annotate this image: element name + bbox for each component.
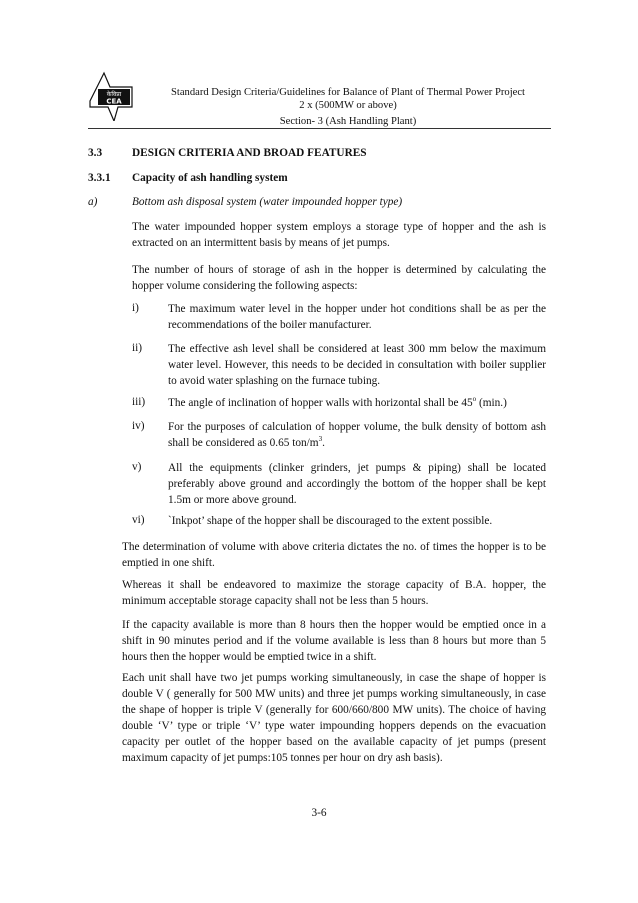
header-rule	[88, 128, 551, 129]
list-number: i)	[132, 302, 139, 314]
list-item: The angle of inclination of hopper walls with horizontal shall be 45$^o$ (min.)	[168, 395, 507, 409]
paragraph-6: Each unit shall have two jet pumps working simultaneously, in case the shape of hopper is double V ( generally for 500 MW units) and three jet pumps working simultaneously, in case the shape of hopper is triple V (generally for 600/660/800 MW units). The choice of having double ‘V’ type or triple ‘V’ type water impounding hoppers depends on the evacuation capacity per outlet of the hopper based on the available capacity of jet pumps (present maximum capacity of jet pumps:105 tonnes per hour on dry ash basis).	[122, 672, 546, 764]
section-title: DESIGN CRITERIA AND BROAD FEATURES	[132, 147, 367, 159]
paragraph-1: The water impounded hopper system employs a storage type of hopper and the ash is extracted on an intermittent basis by means of jet pumps.	[132, 221, 546, 249]
list-item: For the purposes of calculation of hopper volume, the bulk density of bottom ash shall be considered as 0.65 ton/$m^3$.	[168, 421, 546, 449]
cea-logo	[88, 71, 134, 121]
paragraph-5: If the capacity available is more than 8 hours then the hopper would be emptied once in a shift in 90 minutes period and if the volume available is less than 8 hours but more than 5 hours then the hopper would be emptied twice in a shift.	[122, 619, 546, 663]
header-section: Section- 3 (Ash Handling Plant)	[279, 116, 417, 127]
paragraph-2: The number of hours of storage of ash in the hopper is determined by calculating the hopper volume considering the following aspects:	[132, 264, 546, 292]
list-item: The effective ash level shall be considered at least 300 mm below the maximum water level. However, this needs to be decided in consultation with boiler supplier to avoid water splashing on the furnace tubing.	[168, 343, 546, 387]
list-number: vi)	[132, 514, 145, 526]
list-item: All the equipments (clinker grinders, jet pumps & piping) shall be located preferably above ground and accordingly the bottom of the hopper shall be kept 1.5m or more above ground.	[168, 462, 546, 506]
paragraph-4: Whereas it shall be endeavored to maximize the storage capacity of B.A. hopper, the minimum acceptable storage capacity shall not be less than 5 hours.	[122, 579, 546, 607]
section-number: 3.3	[88, 147, 103, 159]
svg-text:केविप्रा: केविप्रा	[106, 91, 122, 98]
list-number: v)	[132, 461, 142, 473]
item-a-label: a)	[88, 196, 98, 208]
svg-text:CEA: CEA	[106, 97, 122, 106]
list-item: `Inkpot’ shape of the hopper shall be discouraged to the extent possible.	[168, 515, 493, 527]
page-number: 3-6	[311, 807, 327, 819]
subsection-number: 3.3.1	[88, 172, 111, 184]
item-a-title: Bottom ash disposal system (water impounded hopper type)	[132, 196, 403, 208]
paragraph-3: The determination of volume with above criteria dictates the no. of times the hopper is to be emptied in one shift.	[122, 541, 546, 569]
header-title: Standard Design Criteria/Guidelines for Balance of Plant of Thermal Power Project	[170, 87, 525, 98]
list-number: ii)	[132, 342, 143, 354]
list-number: iv)	[132, 420, 145, 432]
subsection-title: Capacity of ash handling system	[132, 172, 288, 184]
list-number: iii)	[132, 396, 146, 408]
header-subtitle: 2 x (500MW or above)	[299, 100, 397, 111]
list-item: The maximum water level in the hopper under hot conditions shall be as per the recommendations of the boiler manufacturer.	[168, 303, 546, 331]
